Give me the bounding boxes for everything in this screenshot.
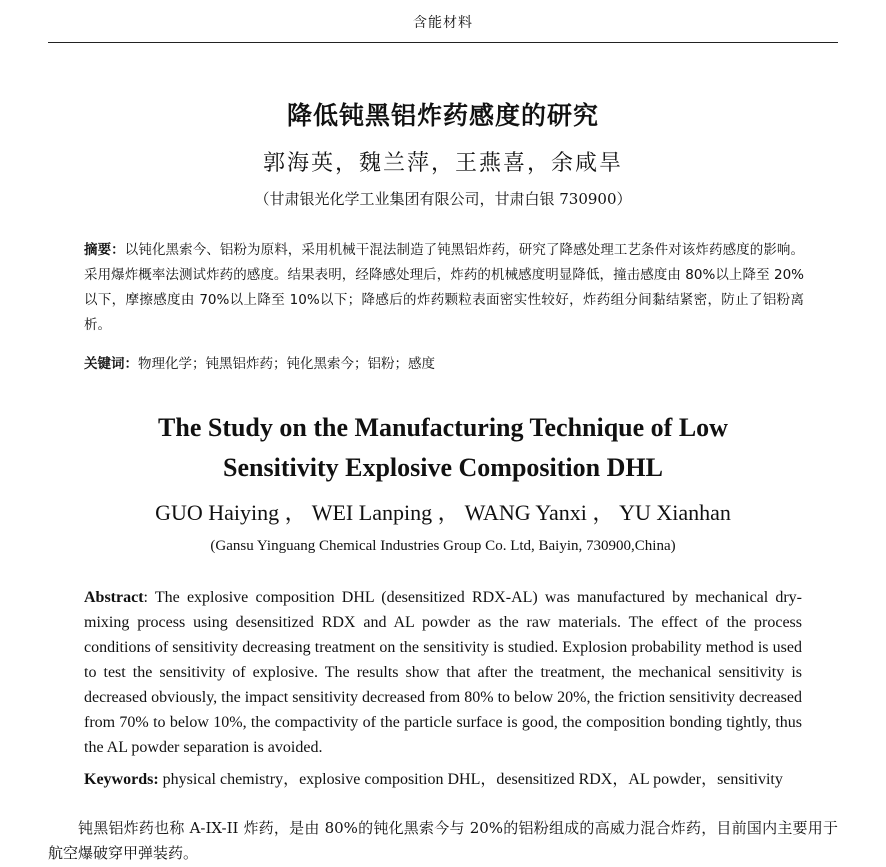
body-paragraph: 钝黑铝炸药也称 A-IX-II 炸药，是由 80%的钝化黑索今与 20%的铝粉组成的高威力混合炸药，目前国内主要用于航空爆破穿甲弹装药。: [48, 819, 838, 862]
chinese-abstract-label: 摘要：: [84, 242, 125, 258]
english-affiliation: (Gansu Yinguang Chemical Industries Group Co. Ltd, Baiyin, 730900,China): [210, 538, 676, 554]
chinese-keywords: [84, 352, 804, 372]
english-keywords-text: physical chemistry，explosive composition DHL，desensitized RDX，AL powder，sensitivity: [158, 771, 783, 788]
english-title: [0, 408, 886, 488]
header-rule: [48, 42, 838, 43]
chinese-keywords-label: 关键词：: [84, 356, 138, 372]
english-keywords-label: Keywords:: [84, 771, 159, 788]
chinese-title: 降低钝黑铝炸药感度的研究: [286, 101, 599, 130]
chinese-abstract-text: 以钝化黑索今、铝粉为原料，采用机械干混法制造了钝黑铝炸药，研究了降感处理工艺条件对该炸药感度的影响。采用爆炸概率法测试炸药的感度。结果表明，经降感处理后，炸药的机械感度明显降低，撞击感度由 80%以上降至 20%以下，摩擦感度由 70%以上降至 10%以下；降感后的炸药颗粒表面密实性较好，炸药组分间黏结紧密，防止了铝粉离析。: [84, 242, 805, 333]
english-title-line1: The Study on the Manufacturing Technique of Low: [158, 413, 728, 442]
english-title-line2: Sensitivity Explosive Composition DHL: [223, 453, 663, 482]
chinese-authors: 郭海英，魏兰萍，王燕喜，余咸旱: [262, 151, 623, 176]
english-keywords: [84, 766, 802, 789]
chinese-affiliation: （甘肃银光化学工业集团有限公司，甘肃白银 730900）: [254, 190, 632, 208]
chinese-keywords-text: 物理化学；钝黑铝炸药；钝化黑索今；铝粉；感度: [138, 356, 435, 372]
english-abstract: [84, 585, 802, 760]
chinese-abstract: [84, 238, 804, 338]
running-header: 含能材料: [413, 15, 473, 31]
english-authors: GUO Haiying ， WEI Lanping ， WANG Yanxi ， YU Xianhan: [155, 500, 731, 525]
english-abstract-label: Abstract: [84, 589, 144, 606]
english-abstract-text: : The explosive composition DHL (desensitized RDX-AL) was manufactured by mechanical dry-mixing process using desensitized RDX and AL powder as the raw materials. The effect of the process conditions of sensitivity decreasing treatment on the sensitivity is studied. Explosion probability method is used to test the sensitivity of explosive. The results show that after the treatment, the mechanical sensitivity is decreased obviously, the impact sensitivity decreased from 80% to below 20%, the friction sensitivity decreased from 70% to below 10%, the compactivity of the particle surface is good, the composition bonding tightly, thus the AL powder separation is avoided.: [84, 589, 802, 756]
